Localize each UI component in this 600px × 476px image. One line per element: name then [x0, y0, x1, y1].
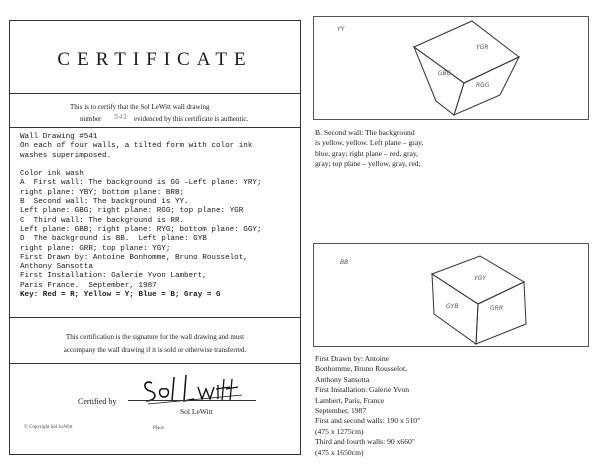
caption-line: gray; top plane – yellow, gray, red; [315, 159, 421, 169]
wall-drawing-details [20, 133, 262, 300]
signature-name: Sol LeWitt [180, 407, 213, 416]
background-label: BB [340, 259, 349, 266]
detail-line: Left plane: GBB; right plane: RYG; bottom plane: GGY; [20, 225, 262, 234]
certificate-title: CERTIFICATE [57, 49, 253, 70]
detail-line [20, 161, 262, 170]
detail-line: Wall Drawing #541 [20, 133, 98, 141]
right-plane-label: GRR [490, 305, 503, 312]
caption-line: is yellow, yellow. Left plane – gray, [315, 138, 424, 148]
copyright-note: © Copyright Sol LeWitt [24, 425, 73, 430]
detail-line: Anthony Sansotta [20, 263, 93, 272]
top-plane-label: YGR [476, 44, 489, 51]
caption-line: blue, gray; right plane – red, gray, [315, 148, 419, 158]
left-plane-label: GBG [438, 70, 452, 77]
wall-drawing-panel-second-wall [313, 16, 589, 120]
background-label: YY [337, 26, 345, 33]
signature [138, 371, 250, 407]
detail-line: C Third wall: The background is RR. [20, 216, 185, 225]
detail-line: D The background is BB. Left plane: GYB [20, 235, 207, 244]
divider [10, 317, 300, 318]
caption-line: September, 1987 [315, 406, 367, 416]
detail-line: First Drawn by: Antoine Bonhomme, Bruno Rousselot, [20, 253, 248, 262]
detail-line: A First wall: The background is GG –Left plane: YRY; [20, 179, 262, 188]
left-plane-label: GYB [446, 303, 459, 310]
detail-line: Color ink wash [20, 170, 84, 179]
detail-line: right plane: YBY; bottom plane: BRB; [20, 188, 185, 197]
color-key: Key: Red = R; Yellow = Y; Blue = B; Gray = G [20, 291, 221, 300]
evidenced-line: evidenced by this certificate is authentic. [134, 115, 249, 123]
detail-line: Paris France. September, 1987 [20, 281, 157, 290]
caption-line: Bonhomme, Bruno Rousselot, [315, 364, 407, 374]
divider [10, 363, 300, 364]
detail-line: B Second wall: The background is YY. [20, 198, 189, 207]
certify-line: This is to certify that the Sol LeWitt wall drawing [70, 103, 210, 111]
certificate [9, 20, 301, 455]
caption-line: First and second walls: 190 x 510" [315, 416, 421, 426]
tilted-cube-diagram [314, 17, 590, 121]
caption-line: (475 x 1650cm) [315, 447, 364, 457]
caption-line: First Installation: Galerie Yvon [315, 385, 410, 395]
wall-drawing-panel-fourth-wall [313, 243, 589, 347]
caption-line: Lambert, Paris, France [315, 395, 385, 405]
detail-line: First Installation: Galerie Yvon Lambert, [20, 272, 207, 281]
top-plane-label: YGY [474, 275, 486, 282]
place-label: Place [153, 426, 164, 431]
caption-line: Anthony Sansotta [315, 374, 370, 384]
divider [10, 127, 300, 128]
caption-line: B. Second wall: The background [315, 128, 415, 137]
detail-line: On each of four walls, a tilted form with color ink [20, 142, 253, 151]
detail-line: Left plane: GBG; right plane: RGG; top plane: YGR [20, 207, 244, 216]
number-label: number [80, 115, 102, 123]
tilted-cube-diagram [314, 244, 590, 348]
certified-by-label: Certified by [78, 397, 117, 406]
detail-line: washes superimposed. [20, 151, 112, 160]
right-plane-label: RGG [476, 82, 490, 89]
footer-line: This certification is the signature for the wall drawing and must [65, 333, 245, 341]
caption-line: First Drawn by: Antoine [315, 354, 390, 363]
number-value: 541 [114, 113, 128, 121]
caption-installation [315, 354, 420, 458]
caption-second-wall [315, 128, 423, 170]
caption-line: Third and fourth walls: 90 x660" [315, 437, 415, 447]
divider [10, 93, 300, 94]
detail-line: right plane: GRR; top plane: YGY; [20, 244, 171, 253]
signature-line [128, 400, 256, 401]
footer-line: accompany the wall drawing if it is sold or otherwise transferred. [63, 346, 247, 354]
caption-line: (475 x 1275cm) [315, 426, 364, 436]
